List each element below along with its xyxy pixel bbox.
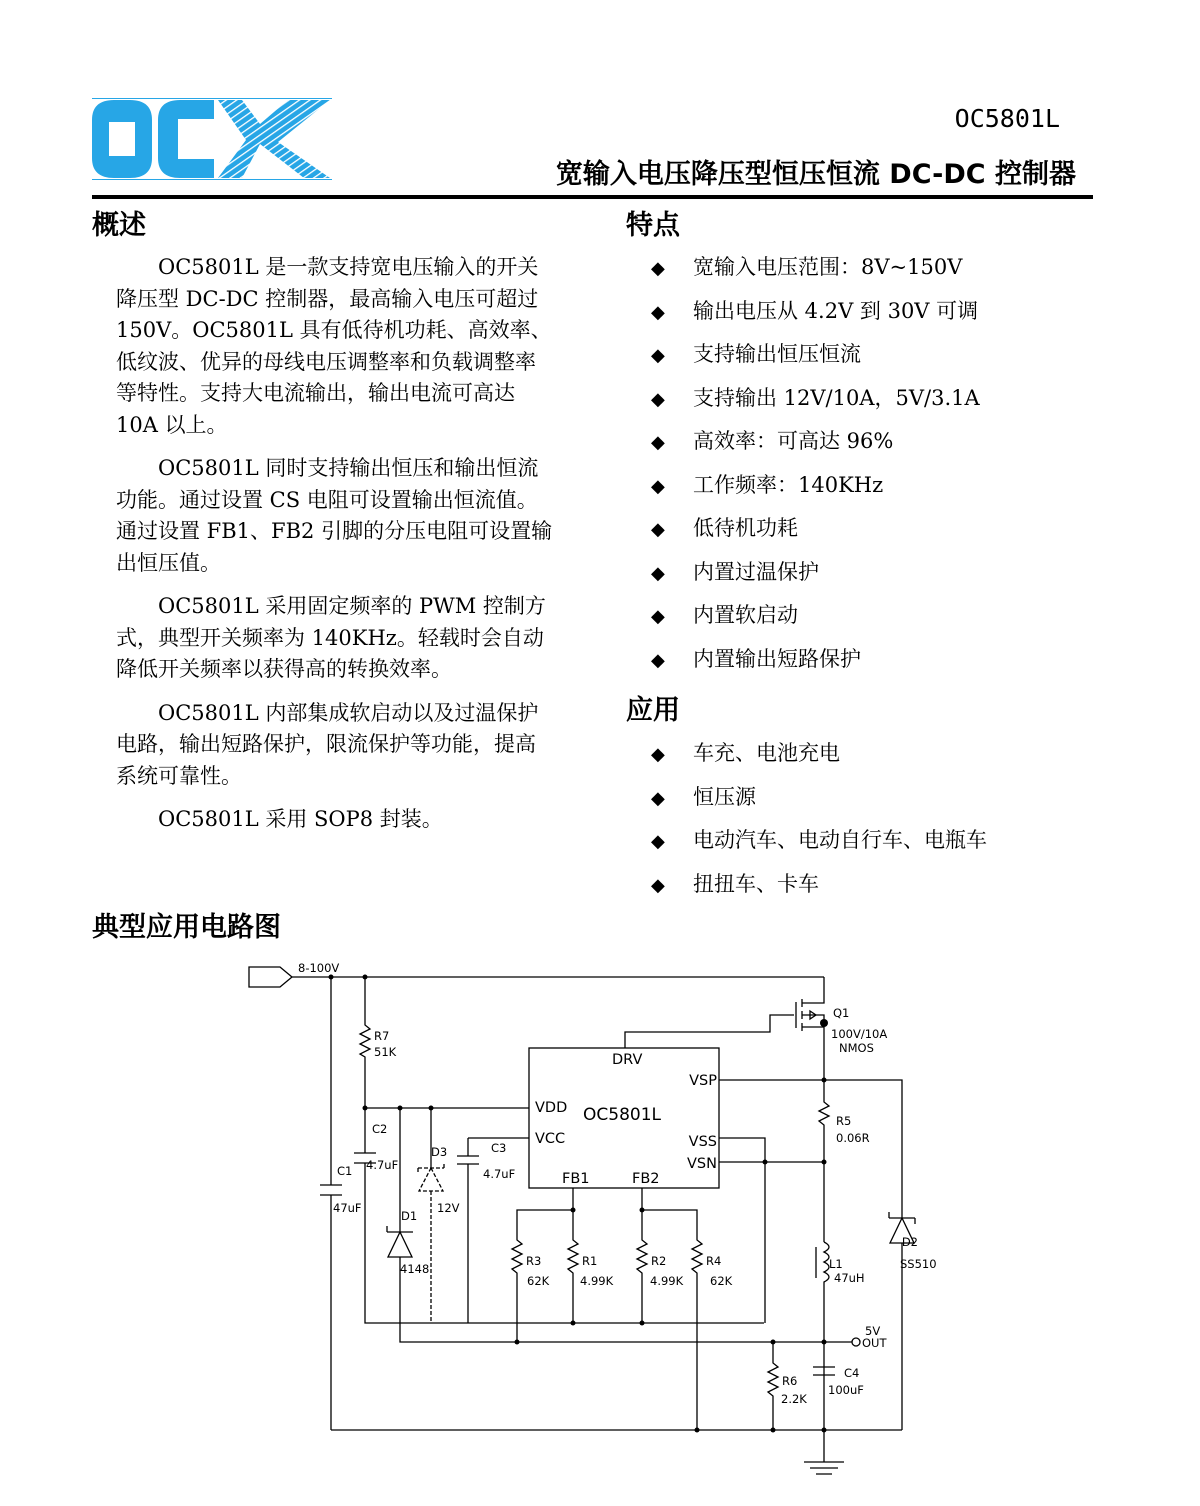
r7-value: 51K	[374, 1045, 397, 1059]
list-item: ◆ 宽输入电压范围：8V~150V	[651, 252, 980, 296]
list-item: ◆ 高效率：可高达 96%	[651, 426, 980, 470]
header-divider	[92, 195, 1093, 199]
l1-ref: L1	[829, 1257, 843, 1271]
overview-paragraph: OC5801L 采用固定频率的 PWM 控制方式，典型开关频率为 140KHz。轻载时会自动降低开关频率以获得高的转换效率。	[116, 594, 546, 681]
diamond-bullet-icon: ◆	[651, 787, 665, 809]
q1-type: NMOS	[839, 1041, 874, 1055]
part-number: OC5801L	[954, 104, 1060, 133]
diamond-bullet-icon: ◆	[651, 301, 665, 323]
c4-value: 100uF	[828, 1383, 864, 1397]
c1-ref: C1	[337, 1164, 353, 1178]
list-item: ◆ 扭扭车、卡车	[651, 869, 987, 913]
chip-name: OC5801L	[583, 1105, 661, 1125]
r5-value: 0.06R	[836, 1131, 870, 1145]
c2-ref: C2	[372, 1122, 388, 1136]
r4-value: 62K	[710, 1274, 733, 1288]
diamond-bullet-icon: ◆	[651, 345, 665, 366]
d1-value: 4148	[400, 1262, 430, 1276]
d2-value: SS510	[900, 1257, 937, 1271]
diamond-bullet-icon: ◆	[651, 475, 665, 497]
diamond-bullet-icon: ◆	[651, 562, 665, 584]
pin-vsn: VSN	[687, 1156, 717, 1172]
diamond-bullet-icon: ◆	[651, 432, 665, 453]
diamond-bullet-icon: ◆	[651, 874, 665, 896]
features-heading: 特点	[626, 210, 680, 241]
pin-vsp: VSP	[689, 1073, 717, 1089]
pin-vcc: VCC	[535, 1131, 566, 1147]
diamond-bullet-icon: ◆	[651, 606, 665, 627]
typical-application-circuit	[240, 955, 937, 1485]
list-item: ◆ 输出电压从 4.2V 到 30V 可调	[651, 296, 980, 340]
d1-ref: D1	[401, 1209, 418, 1223]
r5-ref: R5	[836, 1114, 852, 1128]
d2-ref: D2	[901, 1235, 918, 1249]
output-voltage: 5V	[865, 1324, 881, 1338]
input-voltage-label: 8-100V	[298, 961, 340, 975]
r2-ref: R2	[651, 1254, 667, 1268]
applications-heading: 应用	[626, 695, 680, 726]
d3-ref: D3	[431, 1145, 448, 1159]
input-connector	[249, 967, 292, 987]
r1-ref: R1	[582, 1254, 598, 1268]
overview-paragraph: OC5801L 是一款支持宽电压输入的开关降压型 DC-DC 控制器，最高输入电压可超过 150V。OC5801L 具有低待机功耗、高效率、低纹波、优异的母线电压调整率和负载调整率等特性。支持大电流输出，输出电流可高达 10A 以上。	[116, 255, 552, 437]
r6-ref: R6	[782, 1374, 798, 1388]
r3-value: 62K	[527, 1274, 550, 1288]
diamond-bullet-icon: ◆	[651, 649, 665, 671]
overview-heading: 概述	[92, 210, 146, 241]
r4-ref: R4	[706, 1254, 722, 1268]
diamond-bullet-icon: ◆	[651, 519, 665, 540]
list-item: ◆ 内置软启动	[651, 600, 980, 644]
overview-paragraph: OC5801L 采用 SOP8 封装。	[158, 807, 443, 831]
diamond-bullet-icon: ◆	[651, 258, 665, 279]
list-item: ◆ 低待机功耗	[651, 513, 980, 557]
r1-value: 4.99K	[580, 1274, 614, 1288]
list-item: ◆ 内置过温保护	[651, 557, 980, 601]
overview-paragraph: OC5801L 同时支持输出恒压和输出恒流功能。通过设置 CS 电阻可设置输出恒流值。通过设置 FB1、FB2 引脚的分压电阻可设置输出恒压值。	[116, 456, 553, 575]
list-item: ◆ 支持输出恒压恒流	[651, 339, 980, 383]
output-label: OUT	[862, 1336, 887, 1350]
diamond-bullet-icon: ◆	[651, 831, 665, 852]
diamond-bullet-icon: ◆	[651, 744, 665, 765]
pin-drv: DRV	[612, 1052, 643, 1068]
pin-vss: VSS	[688, 1134, 717, 1150]
overview-body	[116, 252, 554, 848]
list-item: ◆ 车充、电池充电	[651, 738, 987, 782]
d3-value: 12V	[437, 1201, 460, 1215]
list-item: ◆ 工作频率：140KHz	[651, 470, 980, 514]
pin-fb2: FB2	[632, 1171, 660, 1187]
overview-paragraph: OC5801L 内部集成软启动以及过温保护电路，输出短路保护，限流保护等功能，提高系统可靠性。	[116, 700, 539, 788]
list-item: ◆ 内置输出短路保护	[651, 644, 980, 688]
c4-ref: C4	[844, 1366, 860, 1380]
ocx-logo	[92, 98, 332, 180]
r7-ref: R7	[374, 1029, 390, 1043]
list-item: ◆ 恒压源	[651, 782, 987, 826]
diamond-bullet-icon: ◆	[651, 388, 665, 410]
r3-ref: R3	[526, 1254, 542, 1268]
list-item: ◆ 支持输出 12V/10A，5V/3.1A	[651, 383, 980, 427]
features-list	[651, 252, 980, 687]
pin-fb1: FB1	[562, 1171, 590, 1187]
c2-value: 4.7uF	[366, 1158, 399, 1172]
q1-ref: Q1	[833, 1006, 850, 1020]
c3-ref: C3	[491, 1141, 507, 1155]
applications-list	[651, 738, 987, 912]
q1-value: 100V/10A	[831, 1027, 888, 1041]
document-subtitle: 宽输入电压降压型恒压恒流 DC-DC 控制器	[555, 159, 1076, 190]
pin-vdd: VDD	[535, 1100, 568, 1116]
r2-value: 4.99K	[650, 1274, 684, 1288]
circuit-heading: 典型应用电路图	[92, 912, 281, 943]
c1-value: 47uF	[333, 1201, 362, 1215]
list-item: ◆ 电动汽车、电动自行车、电瓶车	[651, 825, 987, 869]
r6-value: 2.2K	[781, 1392, 807, 1406]
c3-value: 4.7uF	[483, 1167, 516, 1181]
l1-value: 47uH	[834, 1271, 865, 1285]
